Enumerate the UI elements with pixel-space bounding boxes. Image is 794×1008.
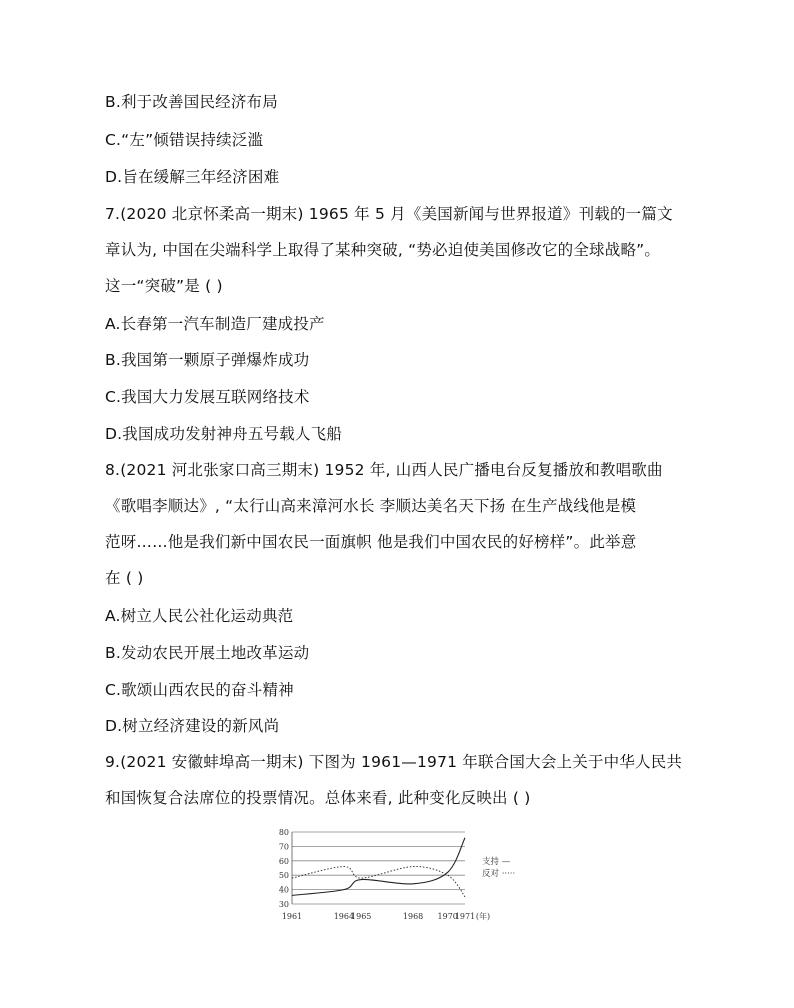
text-line-8: B.我国第一颗原子弹爆炸成功 [105,351,310,369]
text-line-2: C.“左”倾错误持续泛滥 [105,131,264,149]
text-line-7: A.长春第一汽车制造厂建成投产 [105,315,325,333]
x-tick-label-1964: 1964 [333,912,355,921]
x-tick-label-1961: 1961 [281,912,303,921]
y-tick-label-70: 70 [278,842,289,852]
text-line-18: D.树立经济建设的新风尚 [105,717,280,735]
series-line-oppose [292,867,465,897]
x-tick-label-1968: 1968 [402,912,424,921]
legend-entry-oppose: 反对 ····· [482,869,516,879]
text-line-5: 章认为, 中国在尖端科学上取得了某种突破, “势必迫使美国修改它的全球战略”。 [105,241,661,259]
y-tick-label-60: 60 [278,856,289,866]
text-line-9: C.我国大力发展互联网络技术 [105,388,310,406]
y-tick-label-80: 80 [278,828,289,837]
x-axis-unit: (年) [475,912,491,921]
legend-entry-support: 支持 — [482,857,511,867]
text-line-16: B.发动农民开展土地改革运动 [105,644,310,662]
text-line-19: 9.(2021 安徽蚌埠高一期末) 下图为 1961—1971 年联合国大会上关于中华人民共 [105,753,683,771]
text-line-14: 在 ( ) [105,569,144,587]
text-line-4: 7.(2020 北京怀柔高一期末) 1965 年 5 月《美国新闻与世界报道》刊载的一篇文 [105,205,673,223]
x-tick-label-1970: 1970 [437,912,458,921]
text-line-10: D.我国成功发射神舟五号载人飞船 [105,425,343,443]
x-tick-label-1965: 1965 [351,912,372,921]
vote-chart-svg [270,820,540,930]
text-line-15: A.树立人民公社化运动典范 [105,607,294,625]
vote-chart [270,820,540,930]
text-line-6: 这一“突破”是 ( ) [105,277,223,295]
text-line-17: C.歌颂山西农民的奋斗精神 [105,681,294,699]
text-line-13: 范呀……他是我们新中国农民一面旗帜 他是我们中国农民的好榜样”。此举意 [105,533,637,551]
y-tick-label-30: 30 [278,900,289,909]
text-line-3: D.旨在缓解三年经济困难 [105,168,280,186]
text-line-20: 和国恢复合法席位的投票情况。总体来看, 此种变化反映出 ( ) [105,789,531,807]
x-tick-label-1971: 1971 [454,912,476,921]
text-line-1: B.利于改善国民经济布局 [105,93,278,111]
y-tick-label-40: 40 [278,885,289,895]
text-line-11: 8.(2021 河北张家口高三期末) 1952 年, 山西人民广播电台反复播放和教唱歌曲 [105,461,663,479]
text-line-12: 《歌唱李顺达》, “太行山高来漳河水长 李顺达美名天下扬 在生产战线他是模 [105,497,637,515]
y-tick-label-50: 50 [278,871,289,881]
